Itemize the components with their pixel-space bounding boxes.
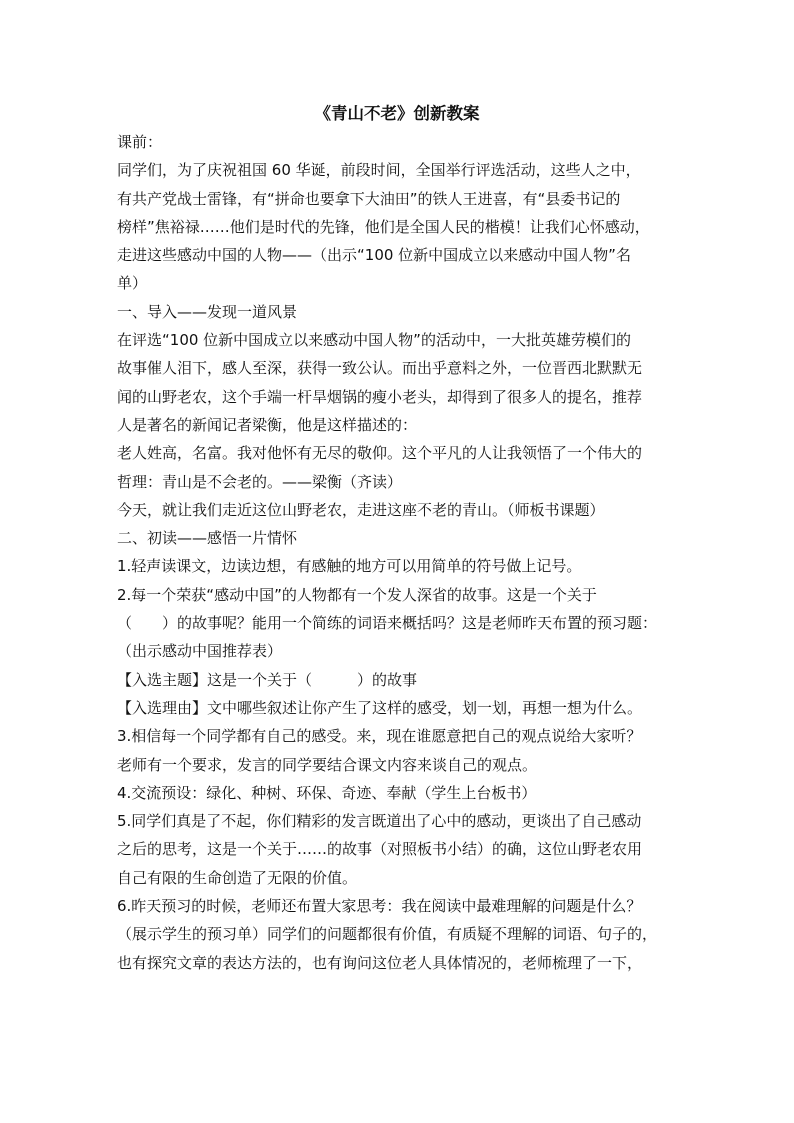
text-line: 4.交流预设：绿化、种树、环保、奇迹、奉献（学生上台板书） [117,783,537,802]
text-line: （ ）的故事呢？能用一个简练的词语来概括吗？这是老师昨天布置的预习题： [117,614,658,633]
text-line: 老人姓高，名富。我对他怀有无尽的敬仰。这个平凡的人让我领悟了一个伟大的 [117,444,643,463]
text-line: 故事催人泪下，感人至深，获得一致公认。而出乎意料之外，一位晋西北默默无 [117,359,643,378]
text-line: 6.昨天预习的时候，老师还布置大家思考：我在阅读中最难理解的问题是什么？ [117,897,642,916]
text-line: 单） [117,274,148,293]
text-line: 2.每一个荣获“感动中国”的人物都有一个发人深省的故事。这是一个关于 [117,585,597,604]
text-line: 人是著名的新闻记者梁衡，他是这样描述的： [117,415,418,434]
paragraph-label-before-class: 课前： [117,133,163,151]
text-line: 5.同学们真是了不起，你们精彩的发言既道出了心中的感动，更谈出了自己感动 [117,812,642,831]
text-line: 榜样”焦裕禄……他们是时代的先锋，他们是全国人民的楷模！让我们心怀感动， [117,217,650,236]
section-heading-first-reading: 二、初读——感悟一片情怀 [117,529,298,548]
text-line: 在评选“100 位新中国成立以来感动中国人物”的活动中，一大批英雄劳模们的 [117,331,631,350]
text-line: （展示学生的预习单）同学们的问题都很有价值，有质疑不理解的词语、句子的， [117,925,658,944]
text-line: 自己有限的生命创造了无限的价值。 [117,868,358,887]
text-line: 也有探究文章的表达方法的，也有询问这位老人具体情况的，老师梳理了一下， [117,953,643,972]
text-line: 【入选主题】这是一个关于（ ）的故事 [117,670,418,689]
text-line: 哲理：青山是不会老的。——梁衡（齐读） [117,472,403,491]
text-line: 走进这些感动中国的人物——（出示“100 位新中国成立以来感动中国人物”名 [117,246,631,265]
text-line: 有共产党战士雷锋，有“拼命也要拿下大油田”的铁人王进喜，有“县委书记的 [117,189,621,208]
text-line: 同学们，为了庆祝祖国 60 华诞，前段时间，全国举行评选活动，这些人之中， [117,161,641,180]
document-title: 《青山不老》创新教案 [314,104,480,123]
text-line: 3.相信每一个同学都有自己的感受。来，现在谁愿意把自己的观点说给大家听？ [117,727,642,746]
text-line: 今天，就让我们走近这位山野老农，走进这座不老的青山。（师板书课题） [117,500,605,519]
section-heading-intro: 一、导入——发现一道风景 [117,302,298,321]
text-line: 老师有一个要求，发言的同学要结合课文内容来谈自己的观点。 [117,755,538,774]
text-line: （出示感动中国推荐表） [117,642,283,661]
text-line: 闻的山野老农，这个手端一杆旱烟锅的瘦小老头，却得到了很多人的提名，推荐 [117,387,643,406]
text-line: 1.轻声读课文，边读边想，有感触的地方可以用简单的符号做上记号。 [117,557,582,576]
text-line: 【入选理由】文中哪些叙述让你产生了这样的感受，划一划，再想一想为什么。 [117,698,643,717]
document-body [117,128,677,977]
text-line: 之后的思考，这是一个关于……的故事（对照板书小结）的确，这位山野老农用 [117,840,643,859]
